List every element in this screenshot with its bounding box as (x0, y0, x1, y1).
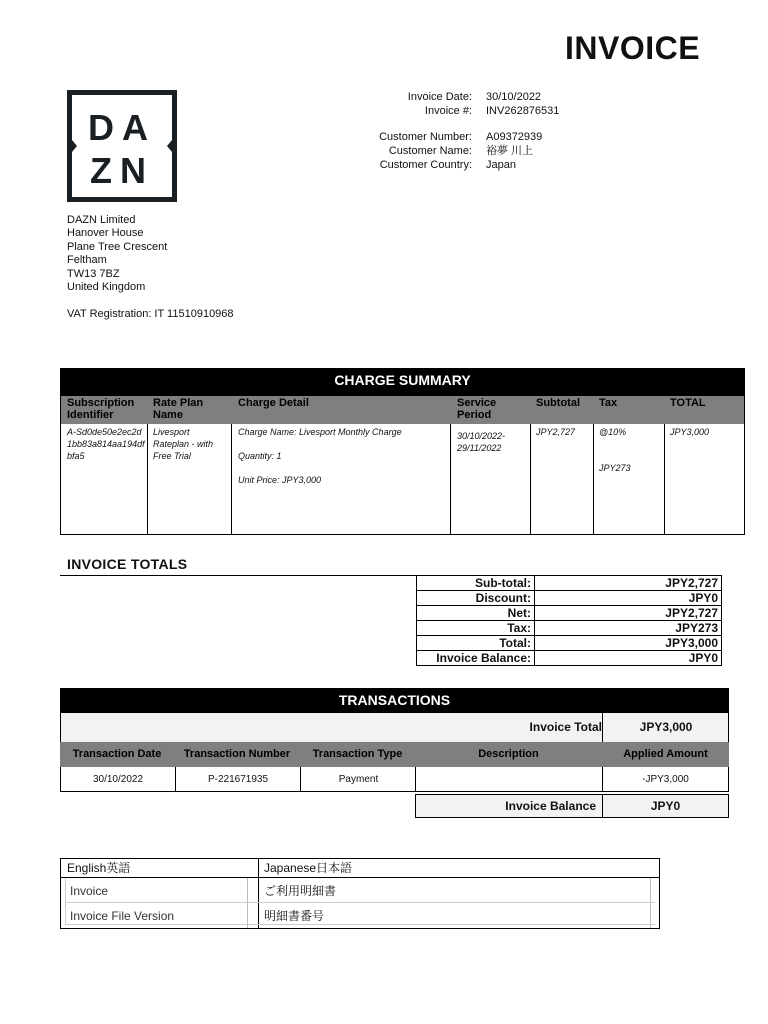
tax-rate: @10% (599, 427, 627, 437)
charge-summary-row (61, 424, 744, 534)
discount-value: JPY0 (535, 591, 722, 606)
address-line: Feltham (67, 254, 107, 267)
charge-name: Charge Name: Livesport Monthly Charge (238, 427, 402, 437)
charge-subtotal: JPY2,727 (536, 427, 576, 437)
invoice-date: 30/10/2022 (486, 91, 542, 103)
transactions-header (60, 742, 729, 767)
col-applied-amount: Applied Amount (623, 748, 708, 760)
glossary-header-en: English英語 (67, 861, 131, 875)
address-line: DAZN Limited (67, 214, 136, 226)
transaction-row (60, 767, 729, 792)
net-value: JPY2,727 (535, 606, 722, 621)
totals-divider (60, 575, 416, 576)
col-transaction-number: Transaction Number (183, 748, 291, 760)
invoice-number: INV262876531 (486, 105, 560, 117)
invoice-balance-value: JPY0 (535, 651, 722, 666)
transaction-date: 30/10/2022 (92, 774, 144, 785)
col-transaction-type: Transaction Type (312, 748, 403, 760)
tax-label: Tax: (417, 621, 535, 636)
invoice-totals-title: INVOICE TOTALS (67, 556, 188, 572)
invoice-number-label: Invoice #: (424, 105, 472, 117)
logo-line1: DA (88, 107, 156, 148)
rate-plan-name: Livesport Rateplan - with Free Trial (153, 427, 214, 461)
charge-unit-price: Unit Price: JPY3,000 (238, 475, 322, 485)
customer-number-label: Customer Number: (379, 131, 472, 143)
total-label: Total: (417, 636, 535, 651)
glossary-ja-invoice: ご利用明細書 (264, 884, 337, 898)
glossary-en-file-version: Invoice File Version (70, 909, 175, 923)
address-line: Plane Tree Crescent (67, 240, 168, 253)
invoice-total-row (60, 713, 729, 742)
logo-line2: ZN (90, 150, 154, 191)
col-rate-plan-name: Rate Plan Name (153, 397, 204, 421)
invoice-title: INVOICE (565, 30, 701, 66)
totals-row (417, 606, 722, 621)
glossary-ja-file-version: 明細書番号 (264, 909, 325, 923)
service-period: 30/10/2022-29/11/2022 (457, 431, 506, 453)
totals-row (417, 636, 722, 651)
net-label: Net: (417, 606, 535, 621)
invoice-date-label: Invoice Date: (407, 91, 472, 103)
tax-amount: JPY273 (599, 463, 631, 473)
subtotal-label: Sub-total: (417, 576, 535, 591)
col-service-period: Service Period (457, 397, 497, 421)
transaction-number: P-221671935 (207, 774, 269, 785)
col-total: TOTAL (670, 397, 706, 409)
charge-summary-title: CHARGE SUMMARY (61, 369, 744, 396)
customer-number: A09372939 (486, 131, 543, 143)
charge-total: JPY3,000 (670, 427, 710, 437)
invoice-totals-table (416, 575, 722, 666)
customer-country-label: Customer Country: (379, 159, 472, 171)
totals-row (417, 651, 722, 666)
transactions-balance-label: Invoice Balance (505, 799, 596, 813)
col-charge-detail: Charge Detail (238, 397, 309, 409)
col-tax: Tax (599, 397, 618, 409)
discount-label: Discount: (417, 591, 535, 606)
transaction-type: Payment (338, 774, 379, 785)
col-description: Description (478, 748, 539, 760)
charge-quantity: Quantity: 1 (238, 451, 282, 461)
address-line: TW13 7BZ (67, 267, 120, 280)
applied-amount: -JPY3,000 (642, 774, 689, 785)
glossary-en-invoice: Invoice (70, 884, 109, 898)
charge-summary-header (61, 396, 744, 424)
totals-row (417, 621, 722, 636)
transactions (60, 688, 729, 818)
col-transaction-date: Transaction Date (72, 748, 162, 760)
subtotal-value: JPY2,727 (535, 576, 722, 591)
tax-value: JPY273 (535, 621, 722, 636)
customer-country: Japan (486, 159, 516, 171)
dazn-logo (67, 90, 177, 202)
invoice-total-value: JPY3,000 (639, 720, 693, 734)
subscription-id: A-Sd0de50e2ec2d1bb83a814aa194dfbfa5 (67, 427, 145, 461)
glossary-header-ja: Japanese日本語 (264, 861, 353, 875)
customer-name: 裕夢 川上 (486, 145, 534, 157)
totals-row (417, 591, 722, 606)
transactions-title: TRANSACTIONS (60, 688, 729, 713)
charge-summary (60, 368, 745, 535)
invoice-balance-label: Invoice Balance: (417, 651, 535, 666)
invoice-balance-row (415, 794, 729, 818)
address-line: Hanover House (67, 227, 144, 240)
vat-registration: VAT Registration: IT 11510910968 (67, 308, 234, 320)
invoice-total-label: Invoice Total (529, 720, 602, 734)
address-line: United Kingdom (67, 281, 146, 294)
transactions-balance-value: JPY0 (650, 799, 681, 813)
col-subtotal: Subtotal (536, 397, 580, 409)
customer-name-label: Customer Name: (388, 145, 472, 157)
col-subscription-identifier: Subscription Identifier (67, 397, 135, 421)
total-value: JPY3,000 (535, 636, 722, 651)
company-address (67, 214, 167, 294)
totals-row (417, 576, 722, 591)
glossary-table (60, 858, 660, 929)
